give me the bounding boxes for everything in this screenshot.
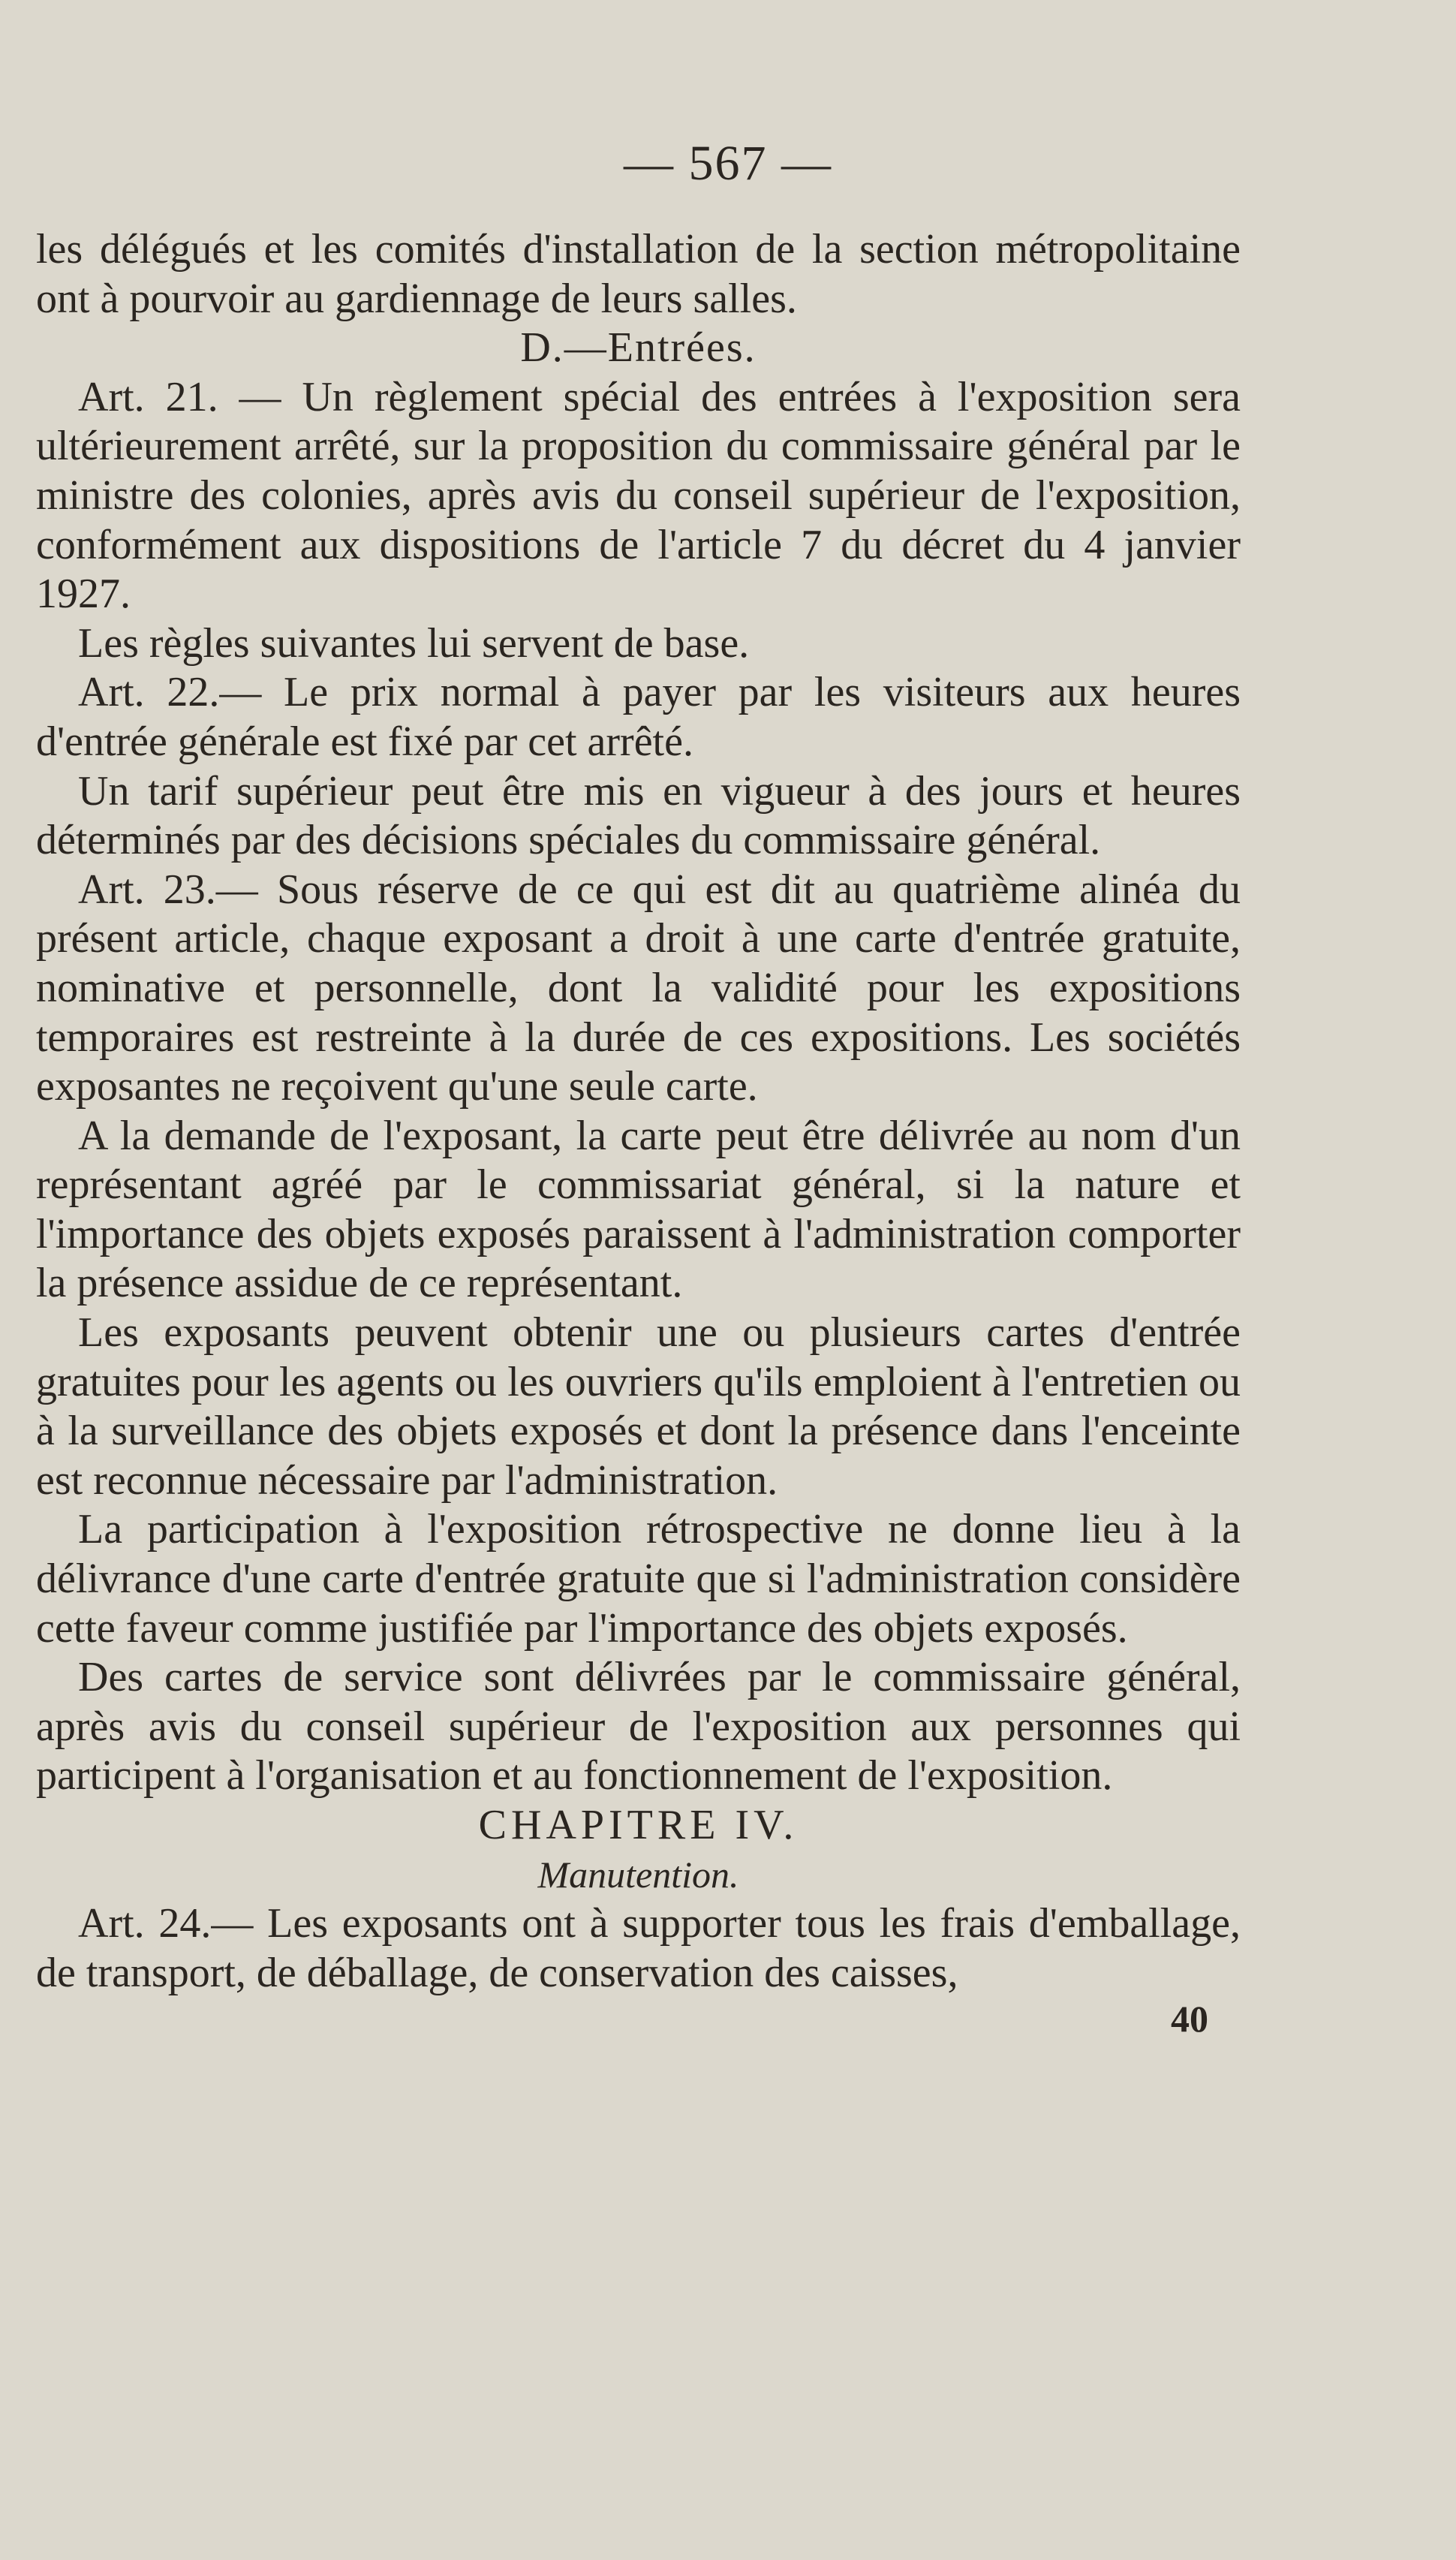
section-heading-entrees: D.—Entrées. <box>520 324 757 372</box>
article-24: Art. 24.— Les exposants ont à supporter tous les frais d'emballage, de transport, de déballage, de conservation des caisses, <box>36 1900 1241 1996</box>
paragraph-continuation: les délégués et les comités d'installation de la section métropolitaine ont à pourvoir au gardiennage de leurs salles. <box>36 226 1241 322</box>
paragraph-demande: A la demande de l'exposant, la carte peut être délivrée au nom d'un représentant agréé par le commissariat général, si la nature et l'importance des objets exposés paraissent à l'administration comporter la présence assidue de ce représentant. <box>36 1112 1241 1307</box>
paragraph-participation: La participation à l'exposition rétrospective ne donne lieu à la délivrance d'une carte d'entrée gratuite que si l'administration considère cette faveur comme justifiée par l'importance des objets exposés. <box>36 1506 1241 1652</box>
article-21: Art. 21. — Un règlement spécial des entrées à l'exposition sera ultérieurement arrêté, sur la proposition du commissaire général par le ministre des colonies, après avis du conseil supérieur de l'exposition, conformément aux dispositions de l'article 7 du décret du 4 janvier 1927. <box>36 373 1241 618</box>
chapter-heading: CHAPITRE IV. <box>478 1802 799 1848</box>
body-text <box>36 225 1241 1998</box>
paragraph-cartes-service: Des cartes de service sont délivrées par le commissaire général, après avis du conseil supérieur de l'exposition aux personnes qui participent à l'organisation et au fonctionnement de l'exposition. <box>36 1654 1241 1800</box>
page-number: — 567 — <box>624 136 832 191</box>
paragraph-regles: Les règles suivantes lui servent de base. <box>78 619 750 667</box>
signature-mark: 40 <box>1171 1998 1208 2040</box>
paragraph-exposants: Les exposants peuvent obtenir une ou plusieurs cartes d'entrée gratuites pour les agents ou les ouvriers qu'ils emploient à l'entretien ou à la surveillance des objets exposés et dont la présence dans l'enceinte est reconnue nécessaire par l'administration. <box>36 1309 1241 1504</box>
article-23: Art. 23.— Sous réserve de ce qui est dit au quatrième alinéa du présent article, chaque exposant a droit à une carte d'entrée gratuite, nominative et personnelle, dont la validité pour les expositions temporaires est restreinte à la durée de ces expositions. Les sociétés exposantes ne reçoivent qu'une seule carte. <box>36 866 1241 1110</box>
article-22: Art. 22.— Le prix normal à payer par les visiteurs aux heures d'entrée générale est fixé par cet arrêté. <box>36 669 1241 765</box>
chapter-subtitle: Manutention. <box>537 1853 739 1896</box>
paragraph-tarif: Un tarif supérieur peut être mis en vigueur à des jours et heures déterminés par des décisions spéciales du commissaire général. <box>36 767 1241 864</box>
